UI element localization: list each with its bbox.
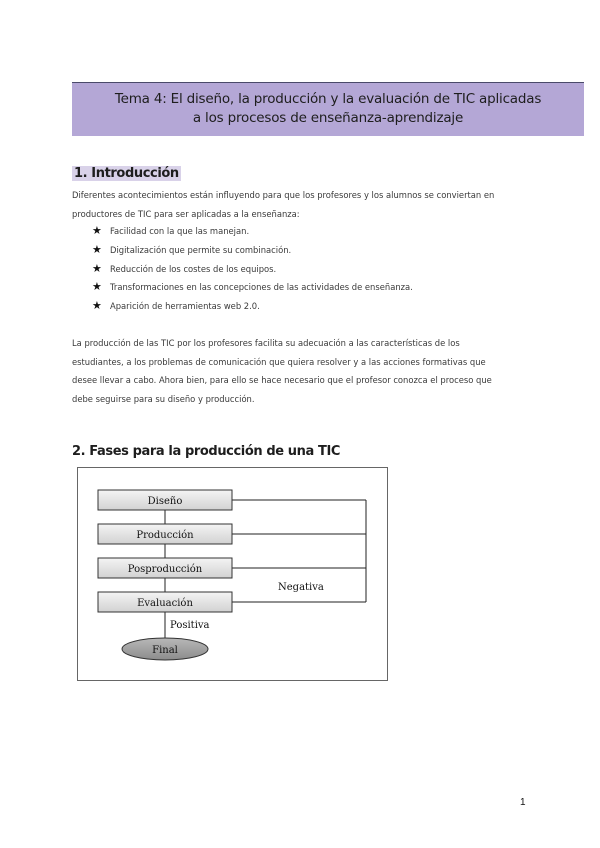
star-icon: ★ <box>92 299 102 313</box>
phase-label: Diseño <box>147 496 183 507</box>
phases-diagram-svg <box>78 468 389 682</box>
title-line-1: Tema 4: El diseño, la producción y la evaluación de TIC aplicadas <box>114 91 542 107</box>
paragraph-line: La producción de las TIC por los profesores facilita su adecuación a las características de los <box>72 338 460 348</box>
positive-label: Positiva <box>170 620 210 631</box>
intro-paragraph <box>72 186 532 223</box>
section-heading-fases: 2. Fases para la producción de una TIC <box>72 444 341 459</box>
intro-line: productores de TIC para ser aplicadas a la enseñanza: <box>72 208 300 219</box>
list-item <box>92 260 413 279</box>
star-icon: ★ <box>92 280 102 294</box>
bullet-text: Digitalización que permite su combinación. <box>110 244 292 255</box>
bullet-list <box>92 222 413 316</box>
star-icon: ★ <box>92 242 102 256</box>
paragraph-line: desee llevar a cabo. Ahora bien, para ello se hace necesario que el profesor conozca el proceso que <box>72 375 492 385</box>
phase-label: Producción <box>136 530 194 541</box>
list-item <box>92 278 413 297</box>
bullet-text: Aparición de herramientas web 2.0. <box>110 301 260 312</box>
paragraph-line: debe seguirse para su diseño y producción. <box>72 393 255 404</box>
section-heading-introduccion: 1. Introducción <box>74 166 179 181</box>
title-line-2: a los procesos de enseñanza-aprendizaje <box>192 110 464 126</box>
star-icon: ★ <box>92 261 102 275</box>
paragraph-line: estudiantes, a los problemas de comunicación que quiera resolver y a las acciones formativas que <box>72 356 486 367</box>
phases-diagram <box>77 467 388 681</box>
intro-line: Diferentes acontecimientos están influyendo para que los profesores y los alumnos se conviertan en <box>72 190 495 200</box>
bullet-text: Facilidad con la que las manejan. <box>110 226 250 236</box>
phase-label: Evaluación <box>137 598 193 609</box>
phase-label: Posproducción <box>127 564 203 575</box>
final-label: Final <box>152 645 178 656</box>
list-item <box>92 241 413 260</box>
bullet-text: Transformaciones en las concepciones de las actividades de enseñanza. <box>110 282 413 293</box>
star-icon: ★ <box>92 224 102 237</box>
bullet-text: Reducción de los costes de los equipos. <box>110 263 277 274</box>
page-number: 1 <box>520 797 526 808</box>
list-item <box>92 222 413 241</box>
list-item <box>92 297 413 316</box>
title-banner <box>72 82 584 136</box>
negative-label: Negativa <box>278 582 324 593</box>
body-paragraph <box>72 334 532 408</box>
